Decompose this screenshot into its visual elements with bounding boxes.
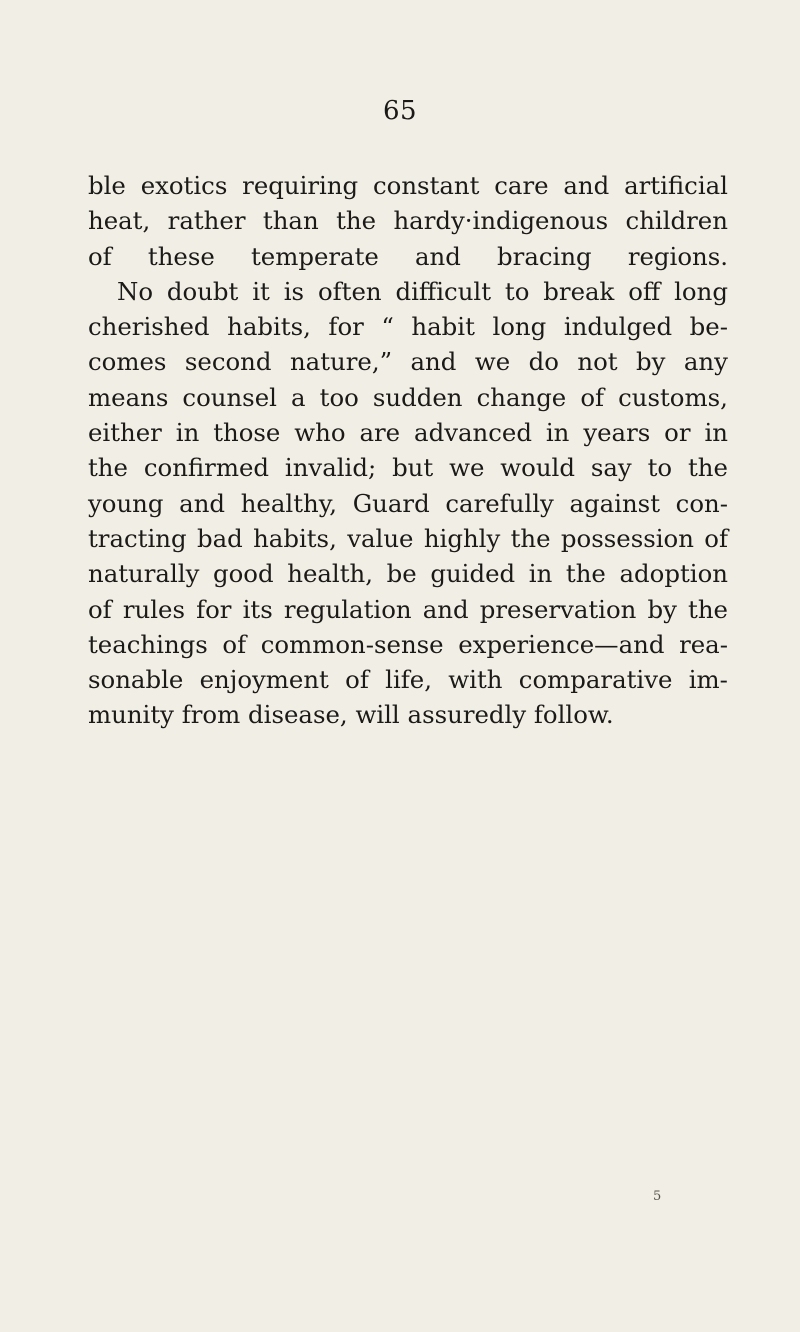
text-line: the confirmed invalid; but we would say to the (88, 453, 728, 483)
page-number: 65 (382, 96, 418, 126)
signature-mark: 5 (653, 1189, 662, 1204)
text-line: heat, rather than the hardy·indigenous children (88, 206, 728, 236)
text-line: cherished habits, for “ habit long indulged be- (88, 312, 728, 342)
text-line: means counsel a too sudden change of customs, (88, 382, 728, 412)
text-line: of rules for its regulation and preservation by the (88, 594, 728, 624)
text-line: sonable enjoyment of life, with comparative im- (88, 665, 728, 695)
text-line: comes second nature,” and we do not by any (88, 347, 728, 377)
text-line: munity from disease, will assuredly follow. (88, 700, 614, 730)
text-line: either in those who are advanced in years or in (88, 418, 728, 448)
text-line: teachings of common-sense experience—and rea- (88, 629, 728, 659)
text-line: young and healthy, Guard carefully against con- (88, 488, 728, 518)
text-line: ble exotics requiring constant care and artificial (88, 171, 728, 200)
text-line: of these temperate and bracing regions. (88, 241, 728, 271)
text-line: tracting bad habits, value highly the possession of (88, 523, 728, 553)
body-text (88, 168, 728, 733)
text-line: naturally good health, be guided in the adoption (88, 559, 728, 589)
text-line: No doubt it is often difficult to break off long (117, 276, 728, 306)
